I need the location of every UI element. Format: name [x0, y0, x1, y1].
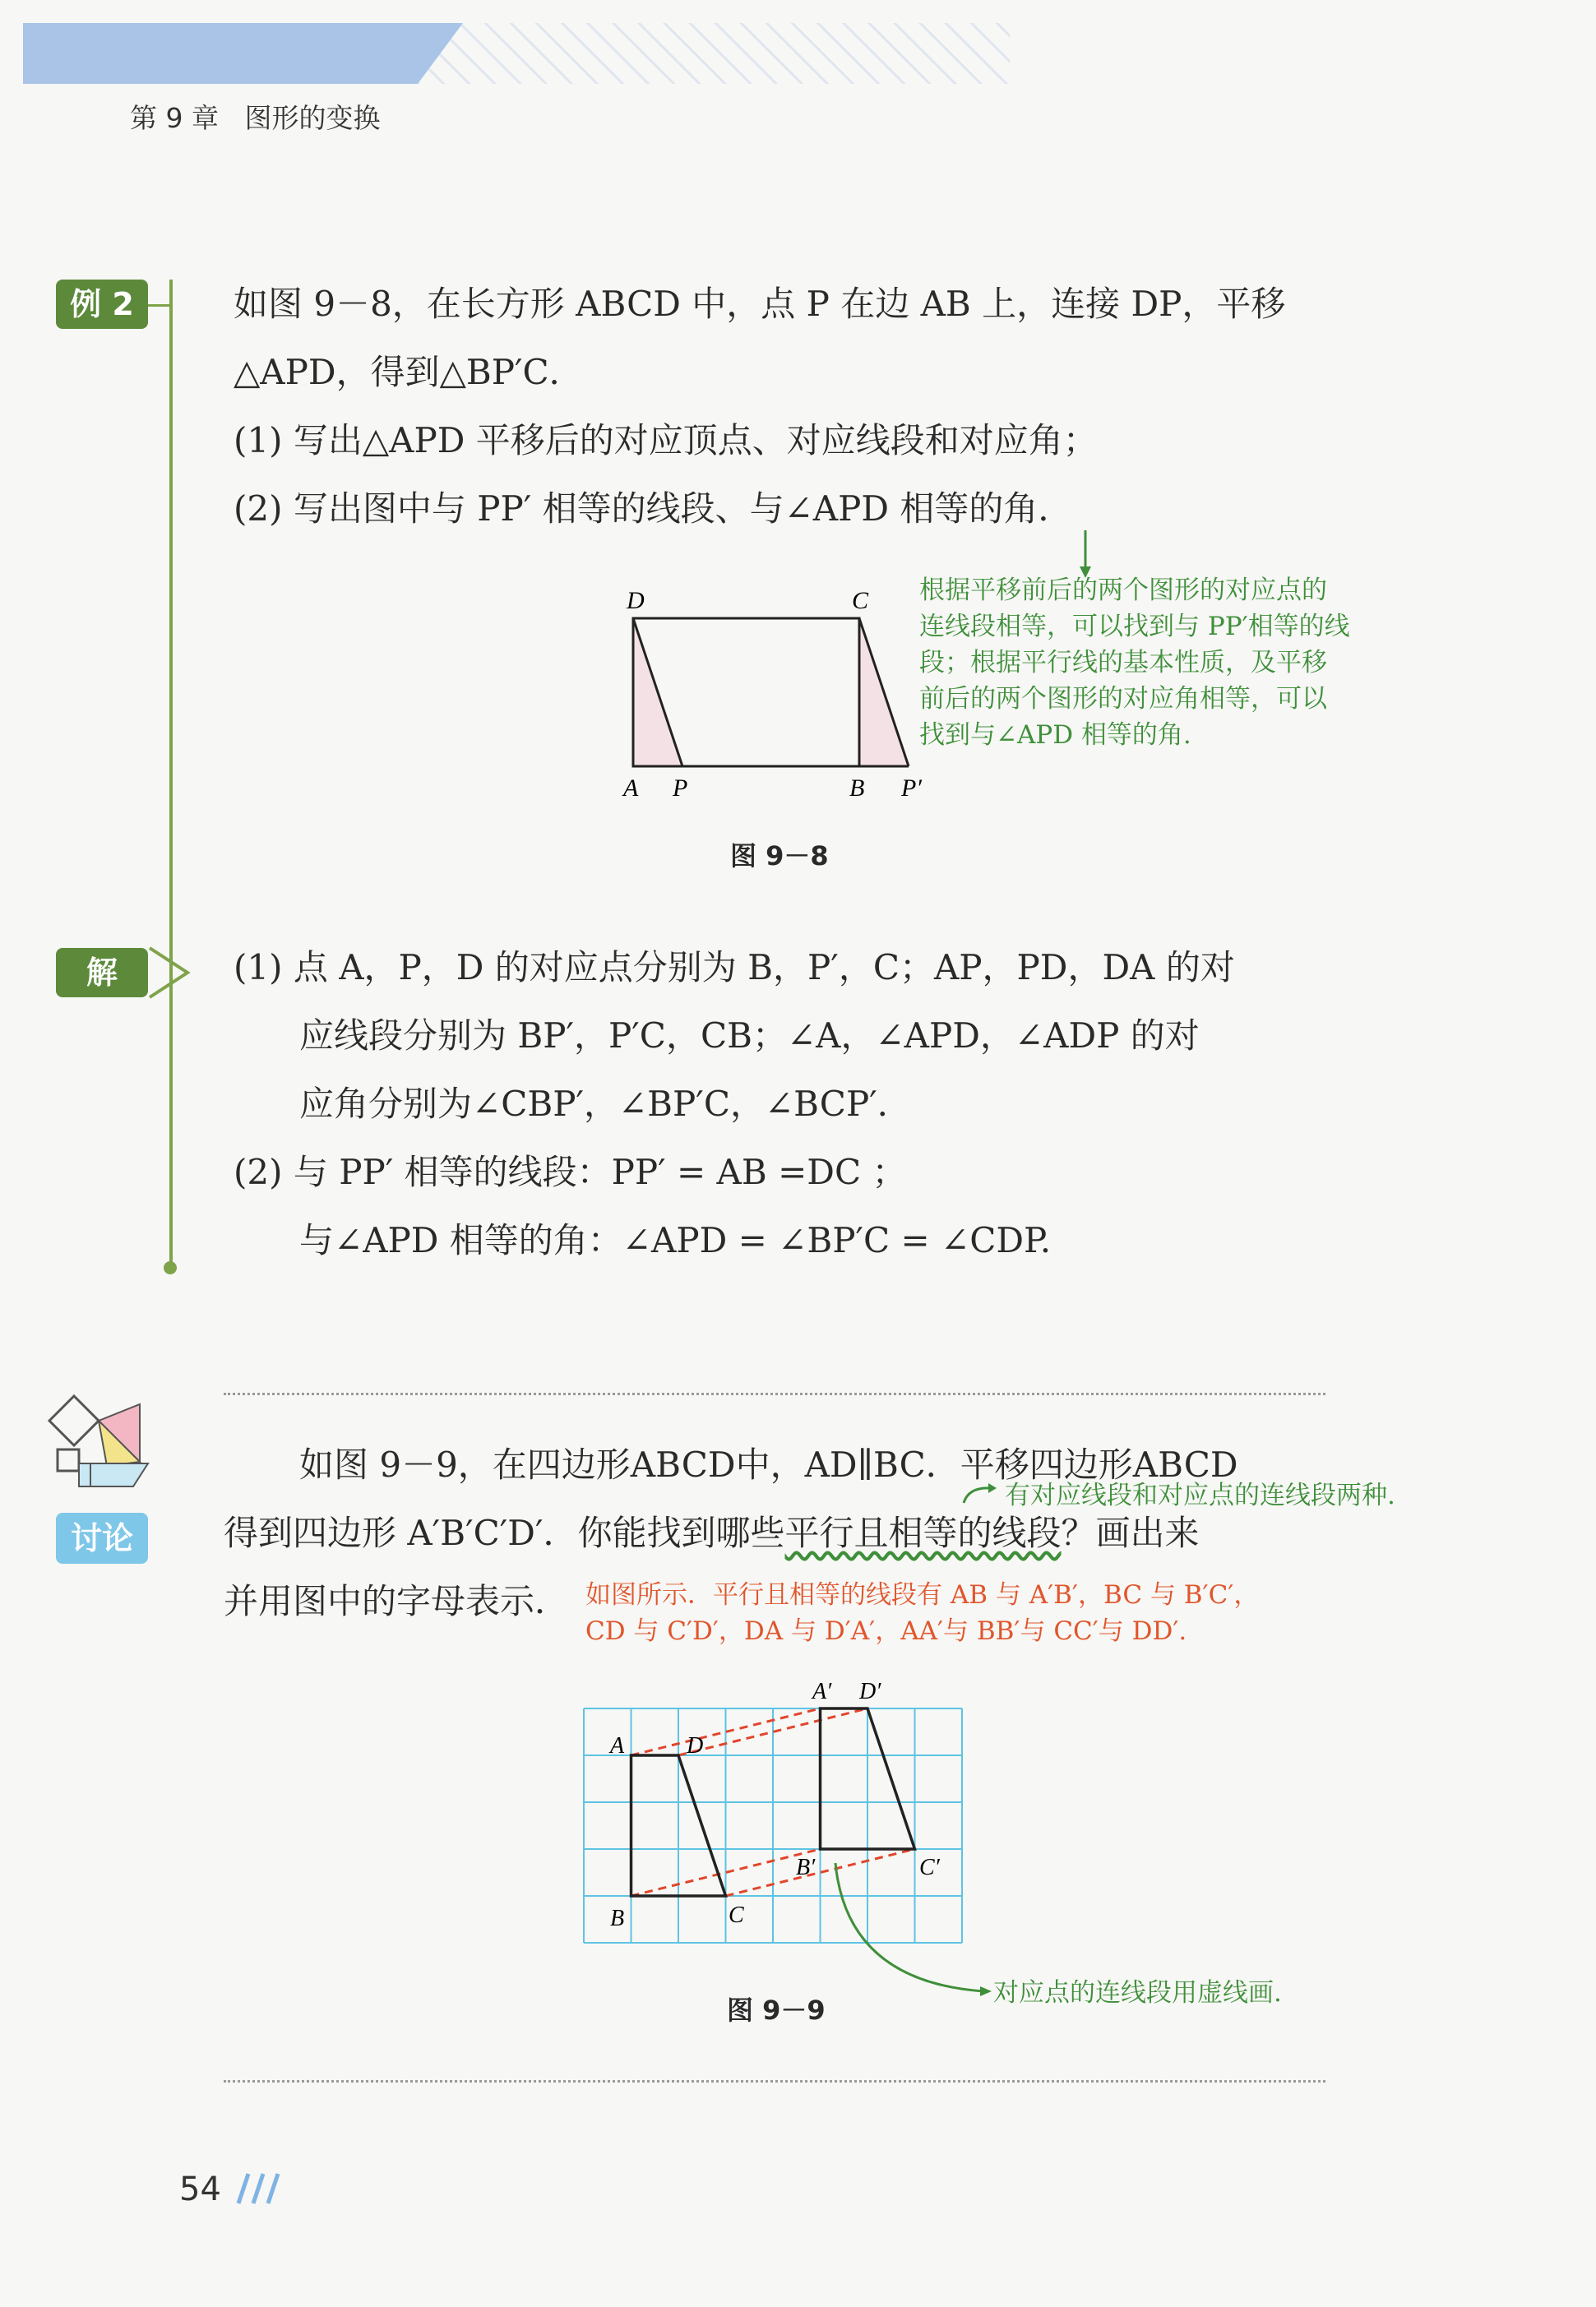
solution-arrow: [146, 946, 196, 999]
page-number: 54: [179, 2171, 221, 2208]
example-note: 根据平移前后的两个图形的对应点的 连线段相等，可以找到与 PP′相等的线 段；根据平行线的基本性质，及平移 前后的两个图形的对应角相等，可以 找到与∠APD 相等的角.: [919, 576, 1350, 750]
example-line-3: (1) 写出△APD 平移后的对应顶点、对应线段和对应角；: [234, 420, 1098, 460]
example-margin-line: [169, 280, 173, 1266]
bottom-note-arrow: [830, 1858, 995, 1998]
label-A-prime: A′: [812, 1679, 832, 1704]
example-margin-dot: [164, 1261, 177, 1274]
label-A: A: [610, 1733, 625, 1759]
highlighted-phrase: 平行且相等的线段: [784, 1513, 1062, 1553]
discussion-bottom-divider: [224, 2080, 1325, 2083]
label-C: C: [852, 587, 869, 614]
discussion-line-2: 得到四边形 A′B′C′D′．你能找到哪些平行且相等的线段？画出来: [224, 1513, 1200, 1553]
tag-connector: [148, 304, 169, 307]
discussion-bottom-note: 对应点的连线段用虚线画.: [993, 1978, 1282, 2008]
solution-line-1: (1) 点 A，P，D 的对应点分别为 B，P′，C；AP，PD，DA 的对: [234, 947, 1235, 987]
label-D-prime: D′: [859, 1679, 881, 1704]
example-line-4: (2) 写出图中与 PP′ 相等的线段、与∠APD 相等的角．: [234, 488, 1073, 529]
discussion-line-3: 并用图中的字母表示．: [224, 1581, 570, 1621]
solution-line-3: 应角分别为∠CBP′，∠BP′C，∠BCP′．: [299, 1084, 912, 1124]
figure-9-8: [608, 576, 937, 806]
discussion-green-note: 有对应线段和对应点的连线段两种.: [1005, 1481, 1395, 1510]
header-band: [23, 23, 1010, 84]
solution-line-2: 应线段分别为 BP′，P′C，CB；∠A，∠APD，∠ADP 的对: [299, 1015, 1200, 1056]
discussion-icon: [41, 1388, 164, 1495]
figure-9-9-caption: 图 9－9: [727, 1995, 826, 2026]
label-A: A: [623, 774, 639, 802]
chapter-heading: 第 9 章 图形的变换: [130, 102, 381, 134]
green-curve-arrow: [960, 1482, 997, 1506]
discussion-orange-note: 如图所示．平行且相等的线段有 AB 与 A′B′，BC 与 B′C′， CD 与 C′D′，DA 与 D′A′，AA′与 BB′与 CC′与 DD′.: [585, 1580, 1260, 1646]
label-C-prime: C′: [919, 1855, 940, 1880]
solution-line-4: (2) 与 PP′ 相等的线段：PP′ = AB =DC ；: [234, 1152, 907, 1192]
example-line-2: △APD，得到△BP′C．: [234, 352, 584, 392]
solution-line-5: 与∠APD 相等的角：∠APD = ∠BP′C = ∠CDP.: [299, 1220, 1052, 1260]
solution-tag: 解: [56, 948, 148, 997]
label-D: D: [627, 587, 645, 614]
label-C: C: [729, 1902, 744, 1928]
figure-9-8-caption: 图 9－8: [730, 840, 829, 871]
discussion-tag: 讨论: [56, 1513, 148, 1564]
label-P-prime: P′: [901, 774, 922, 802]
example-line-1: 如图 9－8，在长方形 ABCD 中，点 P 在边 AB 上，连接 DP，平移: [234, 284, 1286, 324]
discussion-line-1: 如图 9－9，在四边形ABCD中，AD∥BC．平移四边形ABCD: [299, 1445, 1238, 1485]
label-P: P: [673, 774, 688, 802]
discussion-top-divider: [224, 1393, 1325, 1395]
example-tag: 例 2: [56, 280, 148, 329]
page-number-slashes: [222, 2171, 288, 2207]
label-B: B: [849, 774, 865, 802]
label-D: D: [687, 1733, 704, 1759]
label-B-prime: B′: [796, 1855, 816, 1880]
label-B: B: [610, 1906, 625, 1931]
